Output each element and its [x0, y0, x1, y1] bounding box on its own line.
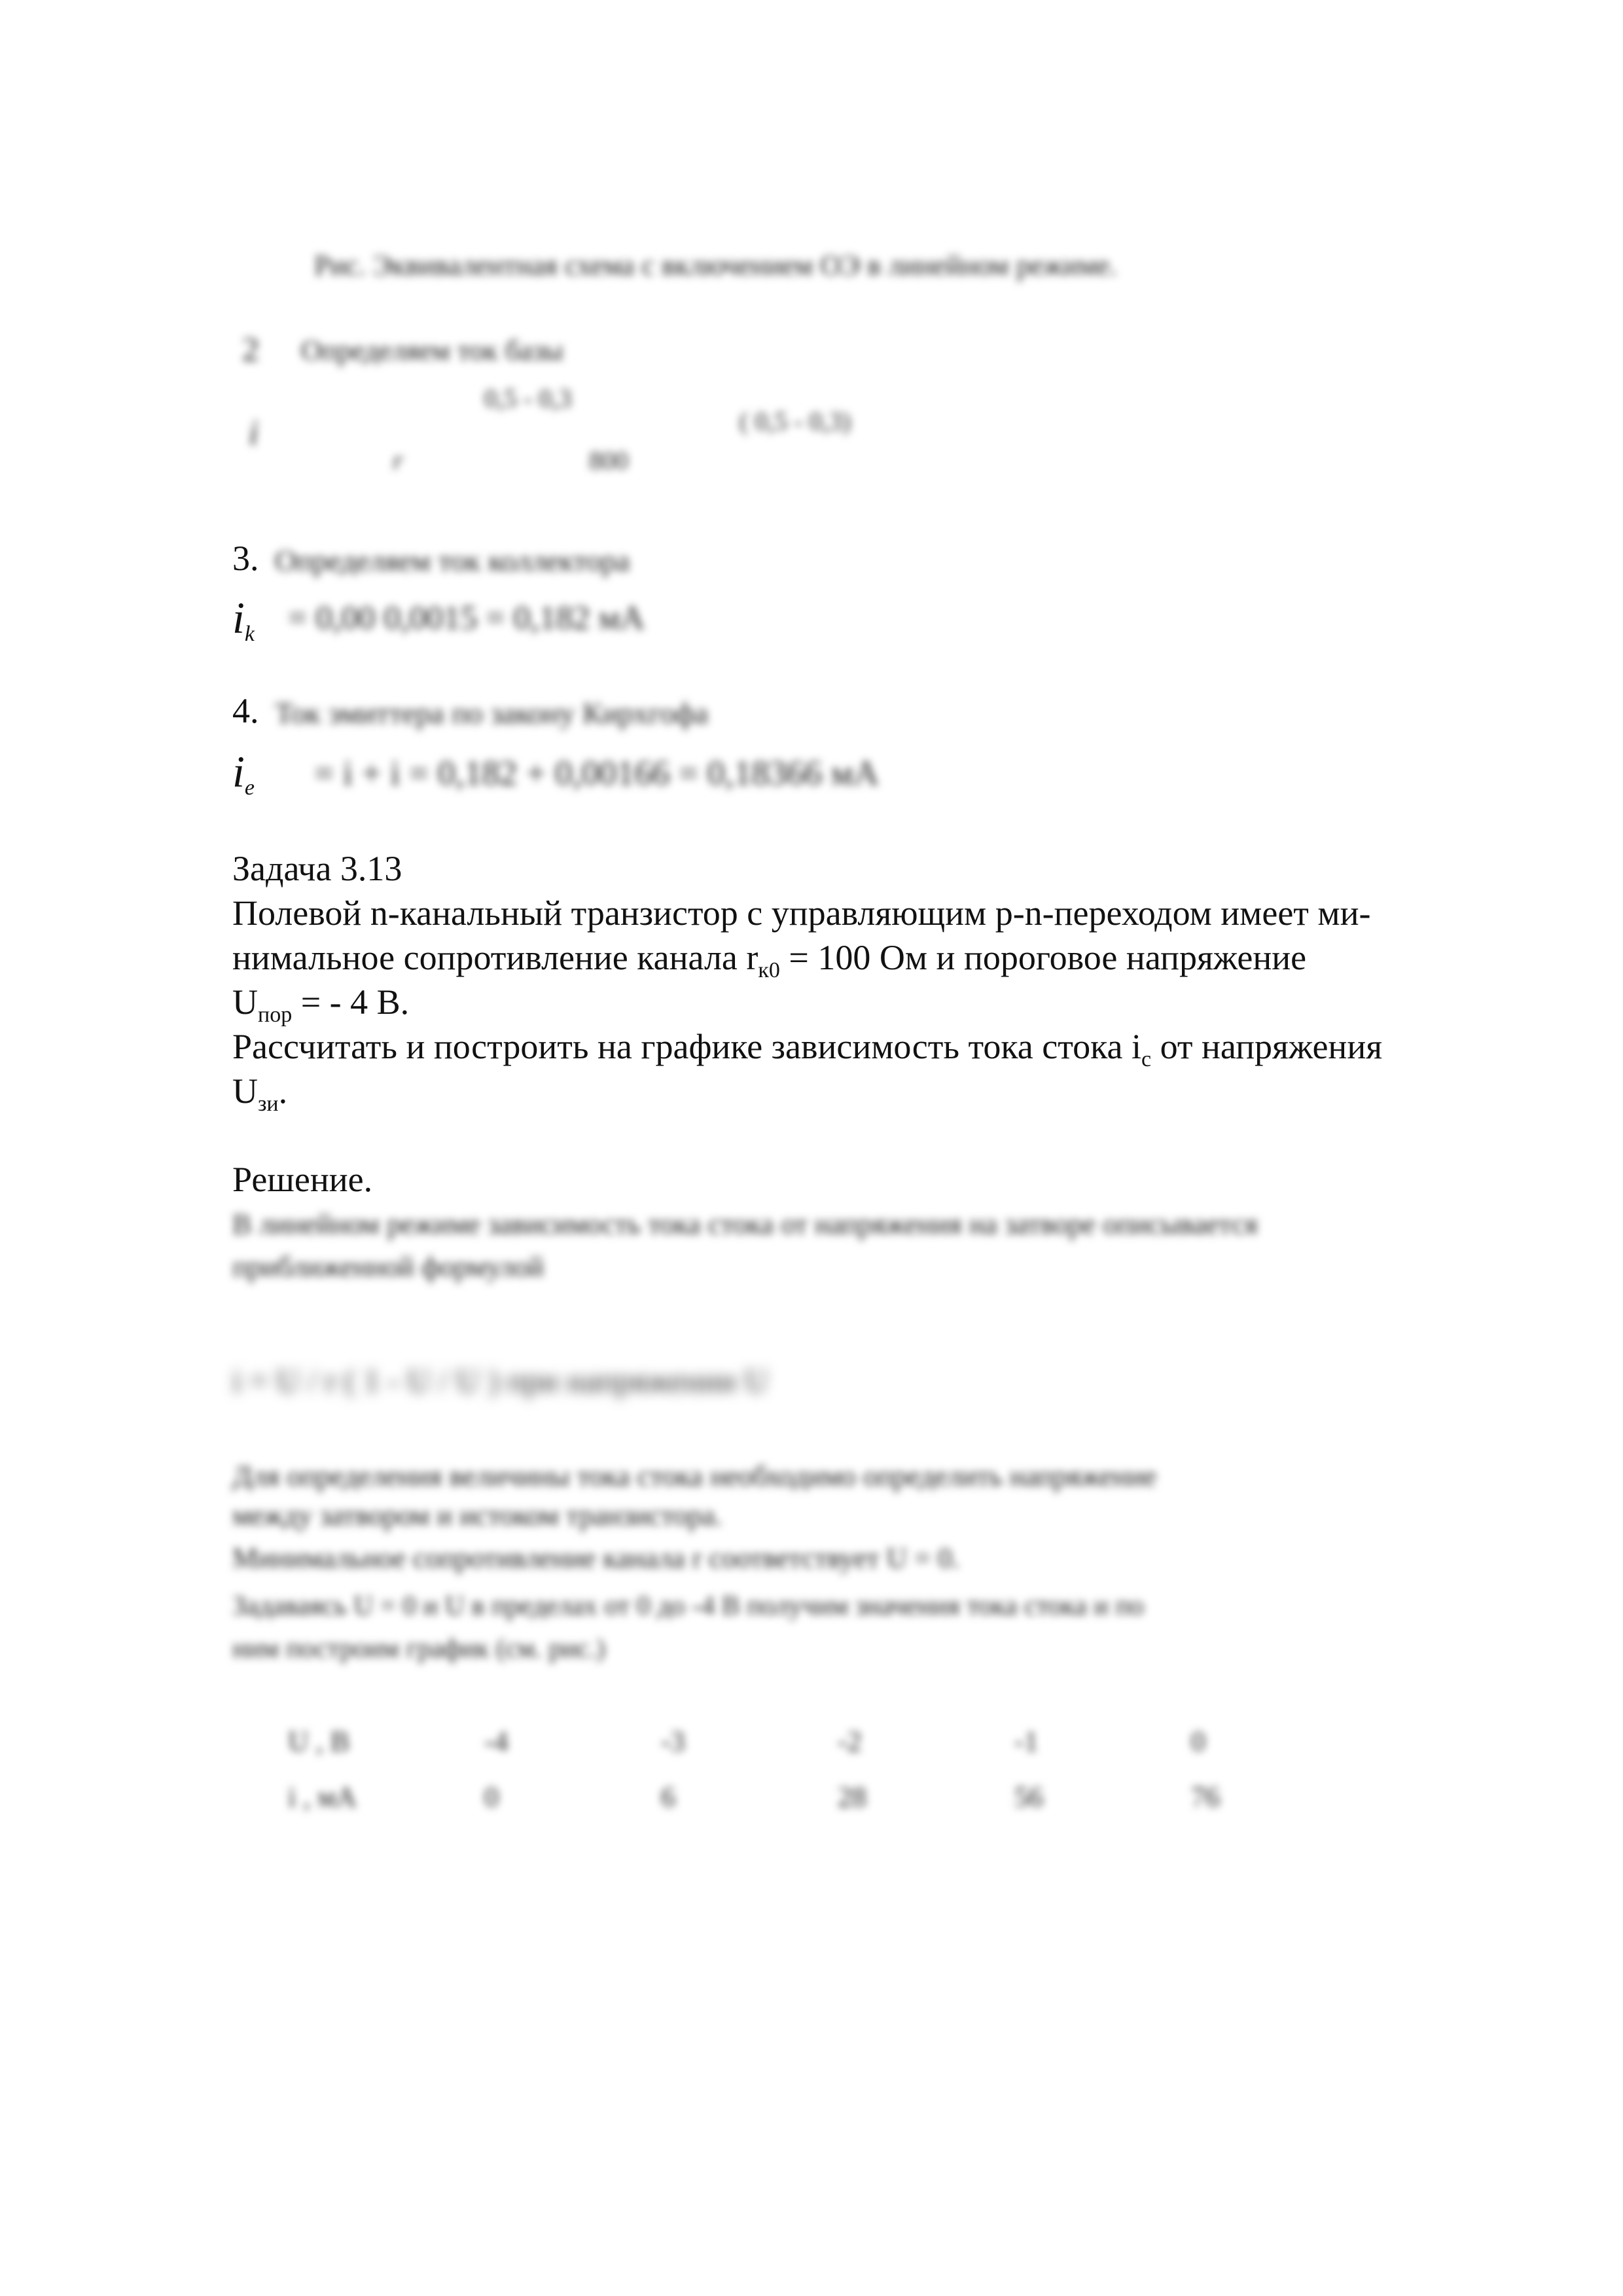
solution-paragraph-1b: приближенной формулой — [232, 1251, 544, 1283]
step3-formula: = 0,00 0,0015 = 0,182 мА — [288, 600, 645, 637]
step4-number: 4. — [232, 691, 259, 730]
step4-formula: = i + i = 0,182 + 0,00166 = 0,18366 мА — [314, 753, 879, 793]
table-cell: -1 — [1014, 1725, 1039, 1757]
step2-formula-top: 0,5 - 0,3 — [484, 384, 572, 413]
task-line-5: $U_{зи}$. — [232, 1071, 288, 1116]
table-row-2 — [288, 1780, 1270, 1814]
step2-formula-bottom2: 800 — [589, 446, 628, 475]
task-line-1: Полевой n-канальный транзистор с управляющим p-n-переходом имеет ми- — [232, 893, 1371, 933]
step2-number: 2 — [242, 331, 259, 368]
task-line-4: Рассчитать и построить на графике зависимость тока стока $i_с$ от напряжения — [232, 1027, 1383, 1071]
step2-formula-tail: ( 0,5 - 0,3) — [740, 406, 851, 436]
table-cell: 0 — [1191, 1725, 1205, 1757]
table-cell: 6 — [661, 1781, 675, 1813]
table-cell: 28 — [838, 1781, 866, 1813]
step3-symbol: ik — [232, 593, 255, 646]
table-cell: -2 — [838, 1725, 862, 1757]
step4-text: Ток эмиттера по закону Кирхгофа — [275, 696, 709, 730]
step3-text: Определяем ток коллектора — [275, 544, 630, 577]
task-title: Задача 3.13 — [232, 849, 402, 888]
step2-text: Определяем ток базы — [301, 334, 563, 367]
solution-paragraph-1: В линейном режиме зависимость тока стока от напряжения на затворе описывается — [232, 1208, 1258, 1240]
table-cell: 0 — [484, 1781, 499, 1813]
step3-number: 3. — [232, 539, 259, 578]
figure-caption: Рис. Эквивалентная схема с включением ОЭ в линейном режиме. — [314, 249, 1117, 281]
solution-formula: i = U / r ( 1 - U / U ) при напряжении U — [232, 1362, 768, 1399]
step4-symbol: ie — [232, 747, 255, 800]
solution-paragraph-2b: между затвором и истоком транзистора. — [232, 1499, 722, 1532]
step2-symbol: i — [249, 413, 259, 452]
solution-title: Решение. — [232, 1160, 373, 1199]
solution-paragraph-4: Задаваясь U = 0 и U в пределах от 0 до -4 В получим значения тока стока и по — [232, 1591, 1144, 1621]
step2-formula-bottom: r — [393, 446, 403, 475]
table-cell: U , В — [288, 1725, 350, 1757]
table-cell: 56 — [1014, 1781, 1043, 1813]
solution-paragraph-4b: ним построим график (см. рис.) — [232, 1634, 605, 1664]
table-cell: 76 — [1191, 1781, 1220, 1813]
task-line-3: $U_{пор}$ = - 4 В. — [232, 982, 410, 1027]
task-line-2: нимальное сопротивление канала $r_{к0} = 100$ Ом и пороговое напряжение — [232, 938, 1307, 982]
table-row-1 — [288, 1725, 1270, 1758]
table-cell: -4 — [484, 1725, 508, 1757]
solution-paragraph-3: Минимальное сопротивление канала r соответствует U = 0. — [232, 1542, 960, 1574]
table-cell: i , мА — [288, 1781, 357, 1813]
solution-paragraph-2: Для определения величины тока стока необходимо определить напряжение — [232, 1460, 1157, 1492]
table-cell: -3 — [661, 1725, 685, 1757]
